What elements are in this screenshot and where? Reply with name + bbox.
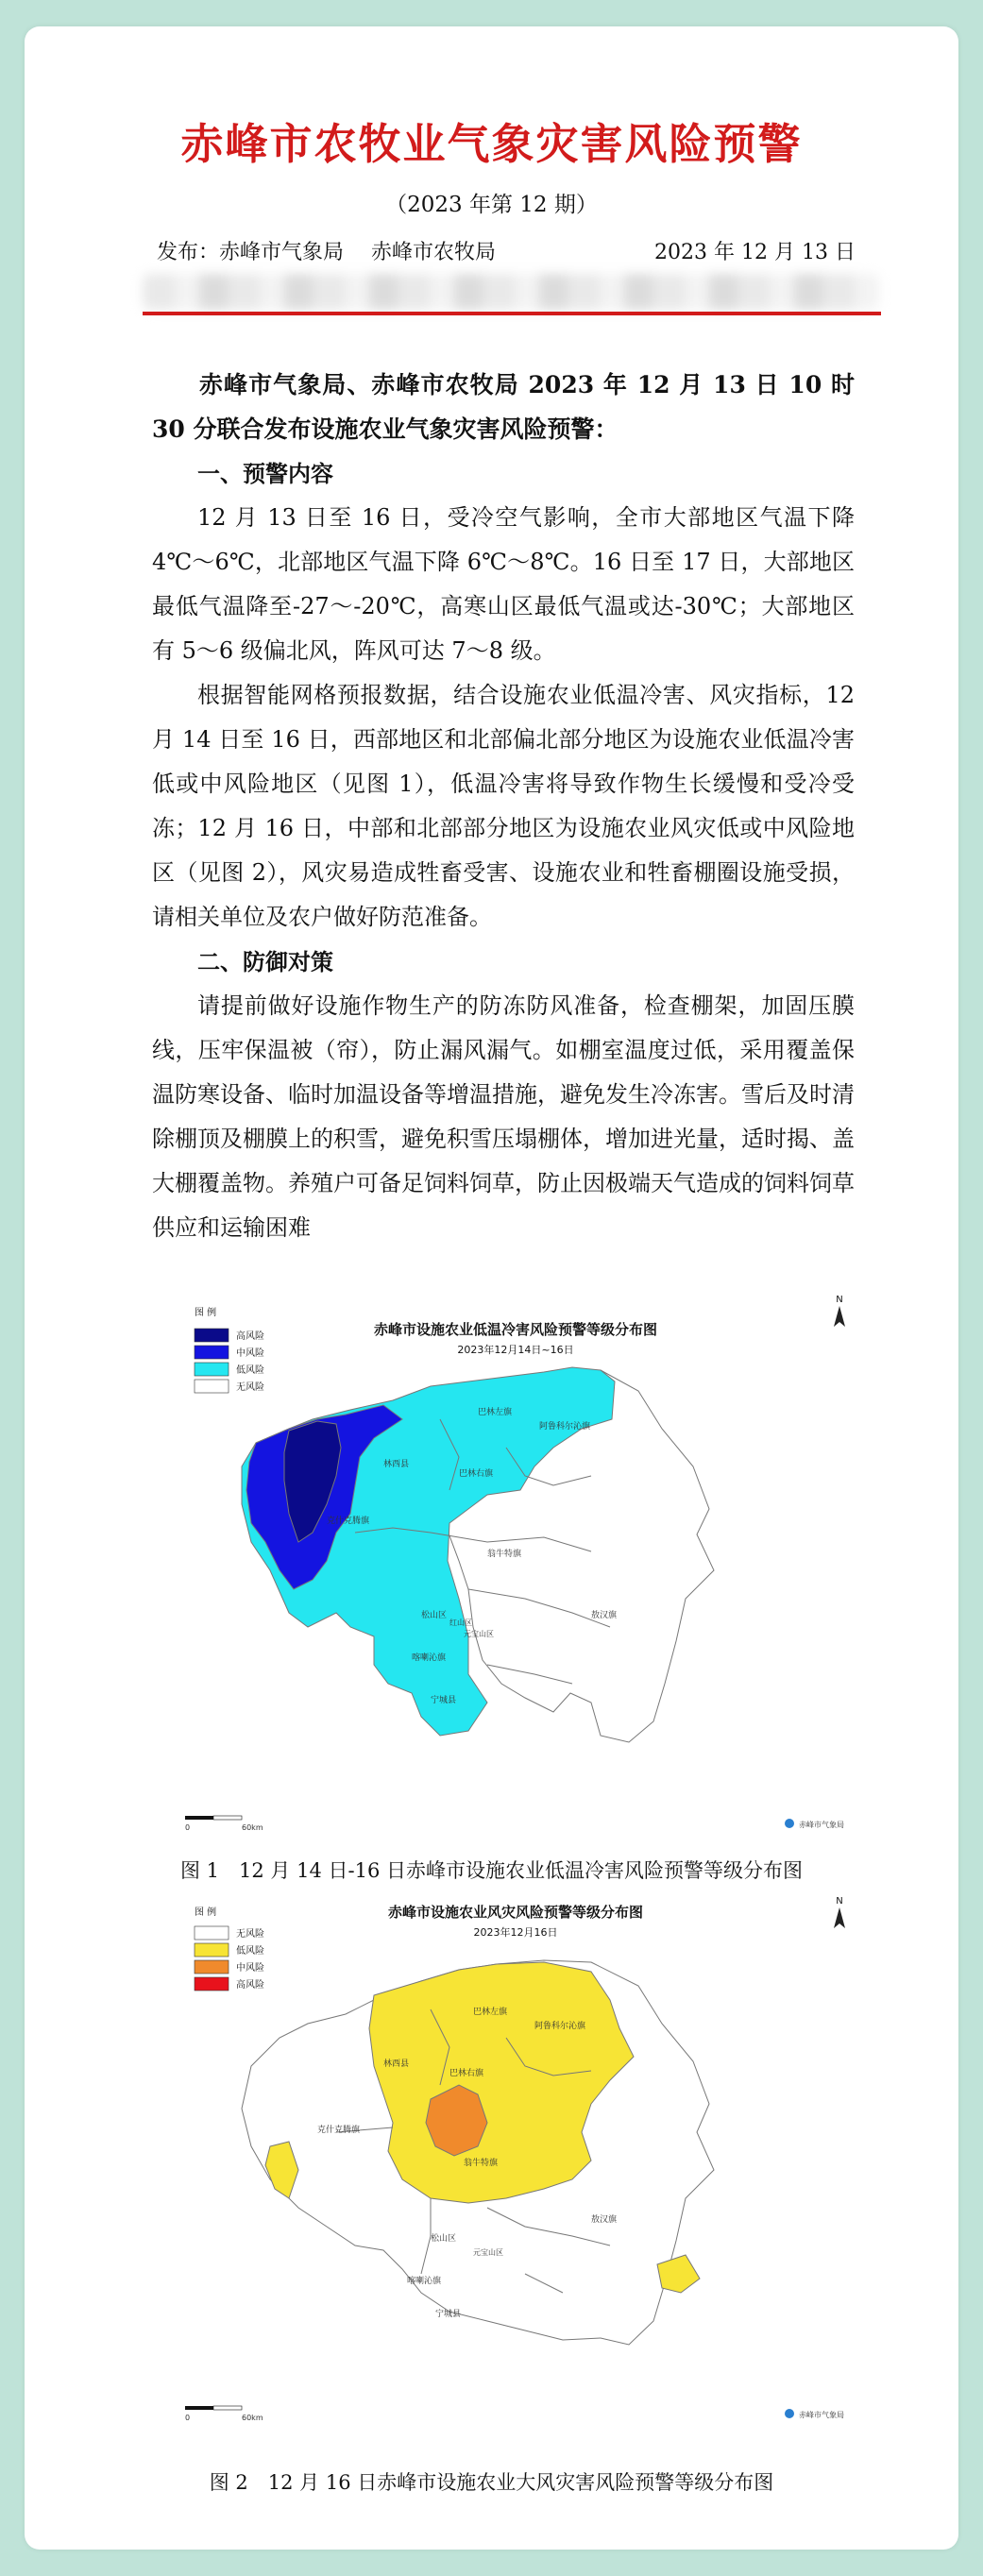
fig1-place-8: 红山区 <box>449 1618 472 1627</box>
figure2-svg <box>147 1896 857 2430</box>
fig2-place-4: 克什克腾旗 <box>317 2126 361 2135</box>
fig2-place-9: 喀喇沁旗 <box>407 2277 442 2286</box>
publisher: 发布：赤峰市气象局 赤峰市农牧局 <box>157 241 496 264</box>
fig2-place-6: 松山区 <box>431 2234 457 2244</box>
fig2-place-10: 宁城县 <box>435 2310 462 2319</box>
fig1-legend <box>195 1329 264 1393</box>
fig1-credit-logo-icon <box>785 1819 794 1828</box>
fig1-place-10: 喀喇沁旗 <box>412 1653 447 1663</box>
section1-paragraph2: 根据智能网格预报数据，结合设施农业低温冷害、风灾指标，12 月 14 日至 16 日，西部地区和北部偏北部分地区为设施农业低温冷害低或中风险地区（见图 1），低温冷害将导致作物生长缓慢和受冷受冻；12 月 16 日，中部和北部部分地区为设施农业风灾低或中风险地区（见图 2），风灾易造成牲畜受害、设施农业和牲畜棚圈设施受损，请相关单位及农户做好防范准备。 <box>152 682 855 930</box>
fig1-place-3: 巴林右旗 <box>459 1469 494 1479</box>
fig2-place-7: 元宝山区 <box>473 2248 503 2257</box>
fig1-place-1: 阿鲁科尔沁旗 <box>539 1422 591 1432</box>
fig2-north-icon <box>834 1907 845 1928</box>
issue-number: （2023 年第 12 期） <box>385 193 598 217</box>
fig2-place-3: 巴林右旗 <box>449 2069 484 2078</box>
fig2-legend-label-1: 低风险 <box>236 1946 264 1957</box>
fig2-credit <box>785 2409 844 2419</box>
fig2-scale-end: 60km <box>242 2414 263 2422</box>
fig2-legend <box>195 1926 264 1991</box>
red-divider <box>143 312 881 315</box>
fig2-place-5: 翁牛特旗 <box>464 2159 499 2168</box>
figure1-caption: 图 1 12 月 14 日-16 日赤峰市设施农业低温冷害风险预警等级分布图 <box>180 1859 803 1882</box>
fig1-legend-swatch-1 <box>195 1346 229 1359</box>
fig1-scale-end: 60km <box>242 1823 263 1832</box>
fig1-legend-label-0: 高风险 <box>236 1331 264 1342</box>
fig1-legend-title: 图 例 <box>195 1308 217 1318</box>
section1-paragraph1: 12 月 13 日至 16 日，受冷空气影响，全市大部地区气温下降 4℃～6℃，北部地区气温下降 6℃～8℃。16 日至 17 日，大部地区最低气温降至-27～-20℃，高寒山区最低气温或达-30℃；大部地区有 5～6 级偏北风，阵风可达 7～8 级。 <box>152 504 855 664</box>
fig1-legend-swatch-0 <box>195 1329 229 1342</box>
document-card <box>25 26 958 2550</box>
fig1-region-map <box>242 1367 714 1742</box>
fig2-scale-dark <box>185 2406 213 2410</box>
lead-paragraph: 赤峰市气象局、赤峰市农牧局 2023 年 12 月 13 日 10 时 30 分联合发布设施农业气象灾害风险预警： <box>152 371 855 443</box>
blurred-line <box>143 274 879 310</box>
figure1-svg <box>147 1287 857 1839</box>
fig2-north-label: N <box>836 1896 843 1907</box>
fig1-legend-swatch-3 <box>195 1380 229 1393</box>
publish-date: 2023 年 12 月 13 日 <box>654 241 856 264</box>
section1-heading: 一、预警内容 <box>197 460 333 487</box>
fig2-legend-swatch-1 <box>195 1943 229 1957</box>
figure1-map <box>147 1287 857 1839</box>
fig1-legend-swatch-2 <box>195 1363 229 1376</box>
fig2-scale-bar <box>185 2406 263 2422</box>
section2-paragraph1: 请提前做好设施作物生产的防冻防风准备，检查棚架，加固压膜线，压牢保温被（帘），防止漏风漏气。如棚室温度过低，采用覆盖保温防寒设备、临时加温设备等增温措施，避免发生冷冻害。雪后及时清除棚顶及棚膜上的积雪，避免积雪压塌棚体，增加进光量，适时揭、盖大棚覆盖物。养殖户可备足饲料饲草，防止因极端天气造成的饲料饲草供应和运输困难 <box>152 992 855 1241</box>
fig1-credit <box>785 1819 844 1829</box>
fig2-legend-swatch-3 <box>195 1977 229 1991</box>
fig2-scale-light <box>213 2406 242 2410</box>
fig2-region-map <box>242 1960 714 2345</box>
fig2-north-arrow <box>834 1896 845 1928</box>
fig2-credit-logo-icon <box>785 2409 794 2418</box>
fig2-legend-title: 图 例 <box>195 1907 217 1918</box>
fig2-scale-start: 0 <box>185 2414 191 2422</box>
fig1-legend-label-2: 低风险 <box>236 1365 264 1376</box>
fig2-place-8: 敖汉旗 <box>591 2215 618 2225</box>
fig2-place-2: 林西县 <box>383 2059 410 2069</box>
fig2-legend-label-0: 无风险 <box>236 1929 264 1940</box>
fig2-legend-swatch-2 <box>195 1960 229 1974</box>
fig2-legend-label-3: 高风险 <box>236 1980 264 1991</box>
fig1-scale-start: 0 <box>185 1823 191 1832</box>
document-body <box>152 363 855 1250</box>
fig1-legend-label-1: 中风险 <box>236 1348 264 1359</box>
fig1-place-0: 巴林左旗 <box>478 1408 513 1417</box>
fig1-place-6: 松山区 <box>421 1611 448 1620</box>
fig1-north-label: N <box>836 1295 843 1305</box>
fig2-legend-swatch-0 <box>195 1926 229 1940</box>
fig1-place-7: 元宝山区 <box>464 1630 494 1638</box>
fig2-map-subtitle: 2023年12月16日 <box>473 1926 558 1939</box>
fig1-place-5: 翁牛特旗 <box>487 1550 522 1559</box>
fig1-credit-text: 赤峰市气象局 <box>799 1821 844 1829</box>
fig1-north-icon <box>834 1306 845 1327</box>
fig2-place-1: 阿鲁科尔沁旗 <box>534 2022 586 2031</box>
figure2-caption: 图 2 12 月 16 日赤峰市设施农业大风灾害风险预警等级分布图 <box>209 2471 774 2494</box>
fig1-scale-bar <box>185 1816 263 1832</box>
fig2-place-0: 巴林左旗 <box>473 2008 508 2017</box>
figure2-map <box>147 1896 857 2430</box>
fig1-north-arrow <box>834 1295 845 1327</box>
fig1-legend-label-3: 无风险 <box>236 1382 264 1393</box>
fig1-place-9: 敖汉旗 <box>591 1611 618 1620</box>
fig2-map-title: 赤峰市设施农业风灾风险预警等级分布图 <box>387 1904 644 1921</box>
fig1-map-subtitle: 2023年12月14日~16日 <box>457 1344 574 1356</box>
fig1-place-11: 宁城县 <box>431 1696 457 1705</box>
fig1-scale-light <box>213 1816 242 1820</box>
fig2-legend-label-2: 中风险 <box>236 1963 264 1974</box>
fig1-map-title: 赤峰市设施农业低温冷害风险预警等级分布图 <box>373 1321 658 1338</box>
section2-heading: 二、防御对策 <box>197 948 333 975</box>
fig2-credit-text: 赤峰市气象局 <box>799 2411 844 2419</box>
fig1-place-4: 克什克腾旗 <box>327 1517 370 1526</box>
document-title: 赤峰市农牧业气象灾害风险预警 <box>180 119 803 169</box>
fig1-scale-dark <box>185 1816 213 1820</box>
fig1-place-2: 林西县 <box>383 1460 410 1469</box>
